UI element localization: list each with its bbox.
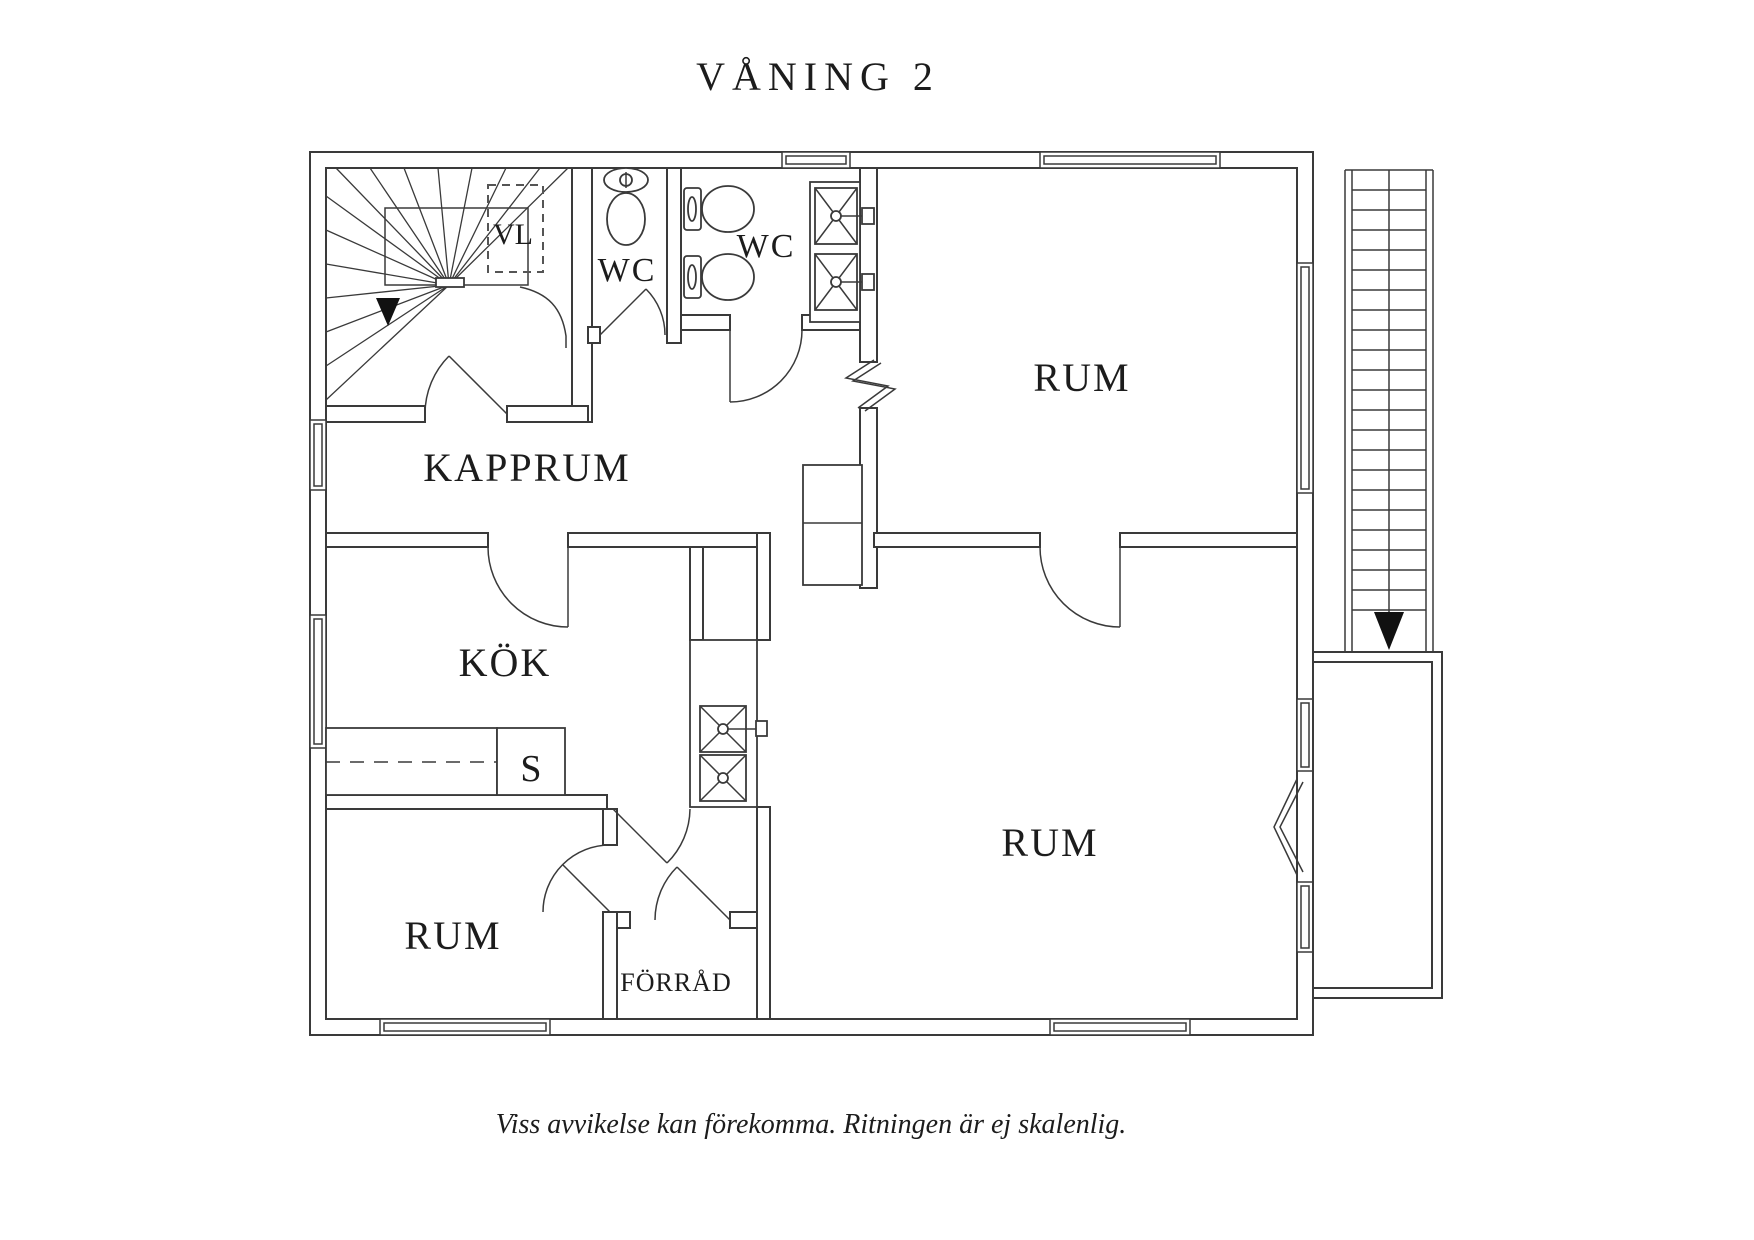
door-arc: [488, 547, 568, 627]
cabinet: [803, 465, 862, 585]
sink-icon: [700, 755, 746, 801]
washbasin-cabinet: [690, 640, 767, 807]
door-arc: [600, 289, 665, 335]
window: [310, 420, 326, 490]
room-label-vl: VL: [493, 218, 533, 251]
down-arrow-icon: [1374, 612, 1404, 650]
toilet-icon: [604, 168, 648, 245]
window: [310, 615, 326, 748]
window: [1297, 699, 1313, 771]
wall-break-icon: [846, 360, 895, 411]
door-arc: [655, 867, 730, 920]
room-label-rum-top-right: RUM: [1033, 355, 1131, 400]
room-label-rum-bottom-right: RUM: [1001, 820, 1099, 865]
window: [380, 1019, 550, 1035]
bay-window-icon: [1274, 779, 1303, 875]
room-label-kok: KÖK: [458, 640, 552, 685]
toilet-icon: [684, 186, 754, 232]
window: [1050, 1019, 1190, 1035]
door-arc: [613, 809, 690, 863]
disclaimer-text: Viss avvikelse kan förekomma. Ritningen är ej skalenlig.: [495, 1109, 1127, 1140]
winder-staircase: [326, 168, 568, 400]
window: [1297, 263, 1313, 493]
room-label-forrad: FÖRRÅD: [620, 968, 732, 997]
door-arc: [730, 330, 802, 402]
room-label-wc-left: WC: [597, 252, 657, 289]
window: [1040, 152, 1220, 168]
door-arc: [1040, 547, 1120, 627]
window: [782, 152, 850, 168]
window: [1297, 882, 1313, 952]
room-label-wc-right: WC: [736, 228, 796, 265]
page-title: VÅNING 2: [696, 54, 940, 99]
room-label-kapprum: KAPPRUM: [423, 445, 631, 490]
room-label-rum-bottom-left: RUM: [404, 913, 502, 958]
door-arc: [425, 356, 507, 414]
exterior-staircase: [1345, 170, 1433, 652]
balcony: [1313, 652, 1442, 998]
door-arc: [543, 845, 610, 912]
room-label-stove: S: [520, 748, 542, 790]
